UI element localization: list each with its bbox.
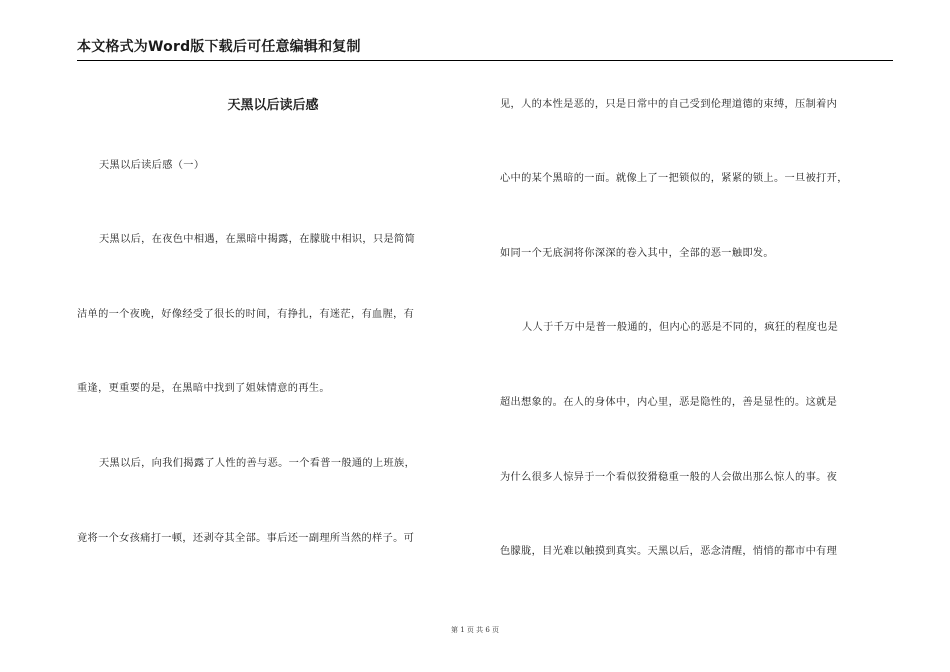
document-title: 天黑以后读后感 xyxy=(227,98,319,113)
paragraph-line: 天黑以后，在夜色中相遇，在黑暗中揭露，在朦胧中相识，只是简简 xyxy=(99,234,416,245)
paragraph-line: 天黑以后，向我们揭露了人性的善与恶。一个看普一般通的上班族， xyxy=(99,458,416,469)
paragraph-line: 为什么很多人惊异于一个看似狡猾稳重一般的人会做出那么惊人的事。夜 xyxy=(500,472,838,483)
document-header: 本文格式为Word版下载后可任意编辑和复制 xyxy=(77,39,361,55)
paragraph-line: 洁单的一个夜晚，好像经受了很长的时间，有挣扎，有迷茫，有血腥，有 xyxy=(77,309,415,320)
paragraph-line: 色朦胧，目光难以触摸到真实。天黑以后，恶念清醒，悄悄的都市中有理 xyxy=(500,546,838,557)
header-divider xyxy=(77,60,893,61)
page-number: 第 1 页 共 6 页 xyxy=(450,626,500,634)
paragraph-line: 心中的某个黑暗的一面。就像上了一把锁似的，紧紧的锁上。一旦被打开， xyxy=(500,173,848,184)
paragraph-line: 竟将一个女孩痛打一顿，还剥夺其全部。事后还一副理所当然的样子。可 xyxy=(77,533,415,544)
paragraph-line: 超出想象的。在人的身体中，内心里，恶是隐性的，善是显性的。这就是 xyxy=(500,397,838,408)
paragraph-line: 见，人的本性是恶的，只是日常中的自己受到伦理道德的束缚，压制着内 xyxy=(500,99,838,110)
paragraph-line: 人人于千万中是普一般通的，但内心的恶是不同的，疯狂的程度也是 xyxy=(522,322,839,333)
paragraph-line: 重逢，更重要的是，在黑暗中找到了姐妹情意的再生。 xyxy=(77,383,330,394)
paragraph-line: 天黑以后读后感（一） xyxy=(99,160,205,171)
paragraph-line: 如同一个无底洞将你深深的卷入其中，全部的恶一触即发。 xyxy=(500,248,774,259)
